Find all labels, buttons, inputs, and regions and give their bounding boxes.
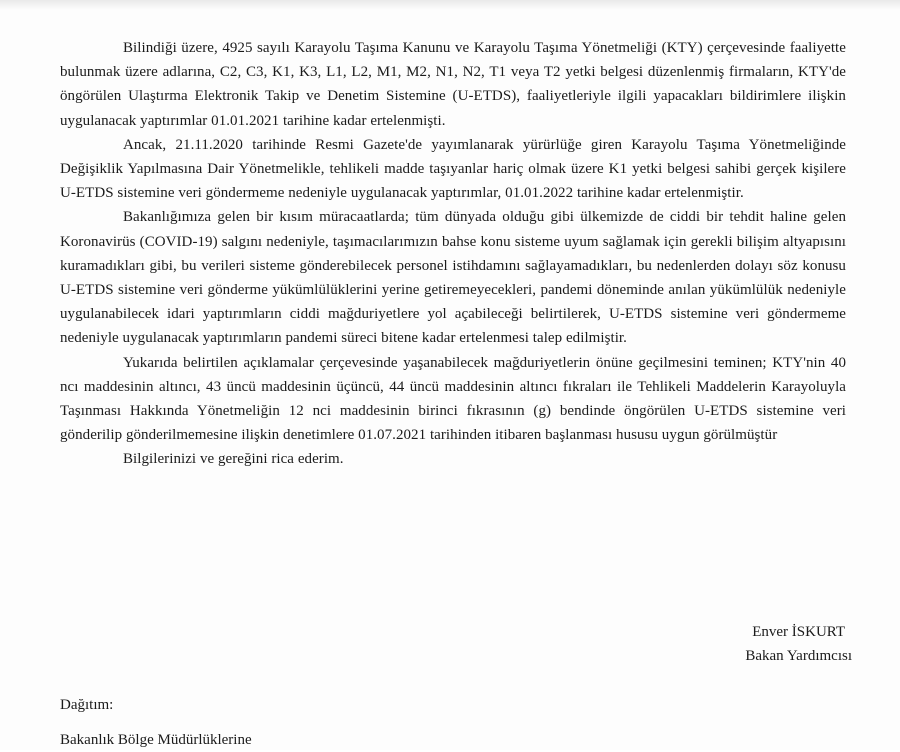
letter-body [60, 36, 846, 472]
paragraph-3: Bakanlığımıza gelen bir kısım müracaatlarda; tüm dünyada olduğu gibi ülkemizde de ciddi bir tehdit haline gelen Koronavirüs (COVID-19) salgını nedeniyle, taşımacılarımızın bahse konu sisteme uyum sağlamak için gerekli bilişim altyapısını kuramadıkları gibi, bu verileri sisteme gönderebilecek personel istihdamını sağlayamadıkları, bu nedenlerden dolayı söz konusu U-ETDS sistemine veri gönderme yükümlülüklerini yerine getiremeyecekleri, pandemi döneminde anılan yükümlülük nedeniyle uygulanabilecek idari yaptırımların ciddi mağduriyetlere yol açabileceği belirtilerek, U-ETDS sistemine veri göndermeme nedeniyle uygulanacak yaptırımların pandemi süreci bitene kadar ertelenmesi talep edilmiştir. [60, 209, 846, 347]
paragraph-5-closing: Bilgilerinizi ve gereğini rica ederim. [123, 451, 344, 468]
distribution-block [60, 693, 252, 752]
paragraph-4: Yukarıda belirtilen açıklamalar çerçevesinde yaşanabilecek mağduriyetlerin önüne geçilmesini teminen; KTY'nin 40 ncı maddesinin altıncı, 43 üncü maddesinin üçüncü, 44 üncü maddesinin altıncı fıkraları ile Tehlikeli Maddelerin Karayoluyla Taşınması Hakkında Yönetmeliğin 12 nci maddesinin birinci fıkrasının (g) bendinde öngörülen U-ETDS sistemine veri gönderilip gönderilmemesine ilişkin denetimlere 01.07.2021 tarihinden itibaren başlanması hususu uygun görülmüştür [60, 354, 846, 444]
signature-block [745, 620, 852, 668]
paragraph-2: Ancak, 21.11.2020 tarihinde Resmi Gazete'de yayımlanarak yürürlüğe giren Karayolu Taşıma Yönetmeliğinde Değişiklik Yapılmasına Dair Yönetmelikle, tehlikeli madde taşıyanlar hariç olmak üzere K1 yetki belgesi sahibi gerçek kişilere U-ETDS sistemine veri göndermeme nedeniyle uygulanacak yaptırımlar, 01.01.2022 tarihine kadar ertelenmiştir. [60, 136, 846, 202]
page-top-shadow [0, 0, 900, 10]
signatory-name: Enver İSKURT [752, 624, 846, 640]
paragraph-1: Bilindiği üzere, 4925 sayılı Karayolu Taşıma Kanunu ve Karayolu Taşıma Yönetmeliği (KTY) çerçevesinde faaliyette bulunmak üzere adlarına, C2, C3, K1, K3, L1, L2, M1, M2, N1, N2, T1 veya T2 yetki belgesi düzenlenmiş firmaların, KTY'de öngörülen Ulaştırma Elektronik Takip ve Denetim Sistemine (U-ETDS), faaliyetleriyle ilgili yapacakları bildirimlere ilişkin uygulanacak yaptırımlar 01.01.2021 tarihine kadar ertelenmişti. [60, 40, 846, 129]
distribution-recipient: Bakanlık Bölge Müdürlüklerine [60, 732, 252, 748]
signatory-title: Bakan Yardımcısı [745, 648, 852, 664]
distribution-label: Dağıtım: [60, 697, 114, 713]
